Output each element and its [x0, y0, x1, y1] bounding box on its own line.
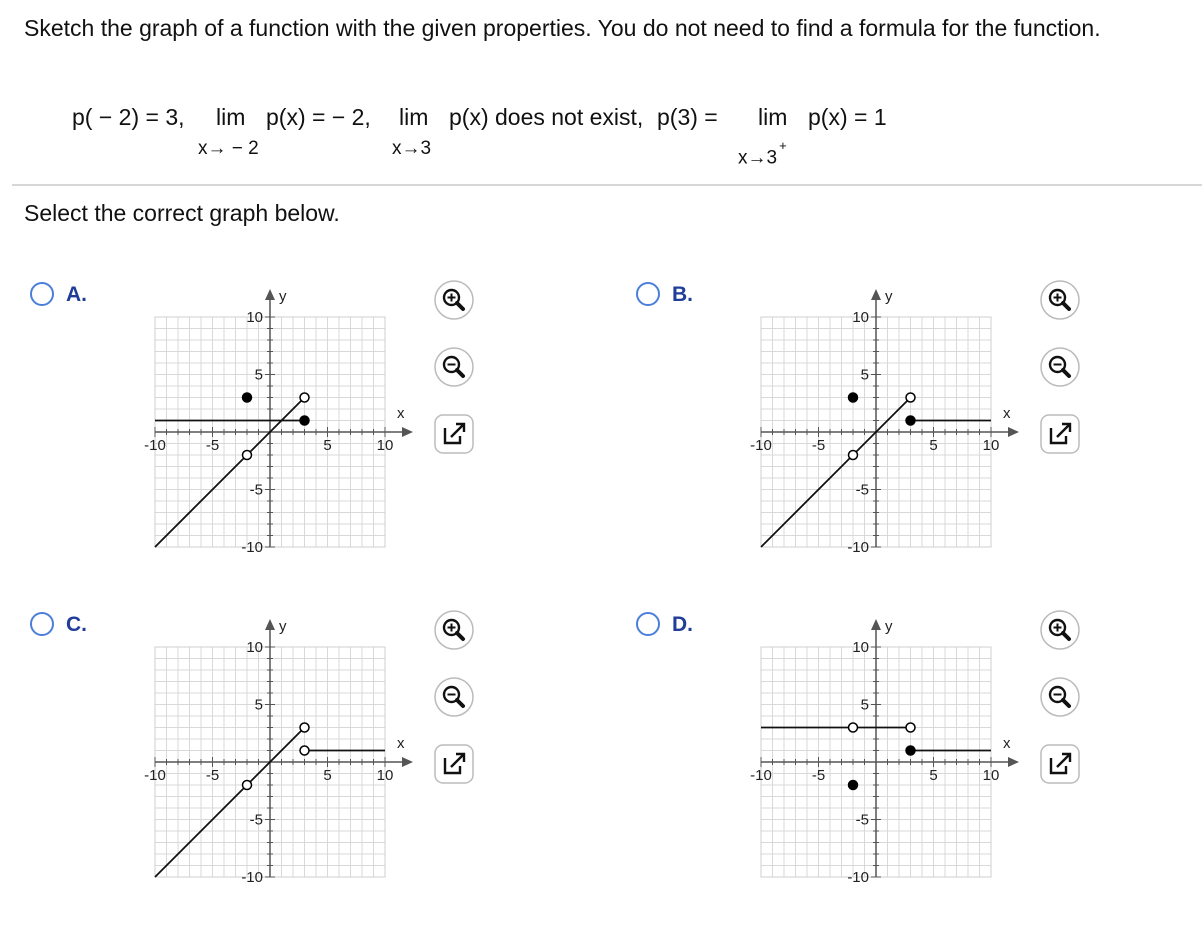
open-point: [849, 723, 858, 732]
x-axis-arrow: [1008, 757, 1019, 767]
y-tick-label: 10: [852, 639, 869, 656]
zoom-out-icon[interactable]: [1038, 345, 1082, 389]
x-tick-label: 5: [929, 437, 938, 454]
lim-label-2: lim: [399, 104, 429, 130]
x-axis-label: x: [1003, 405, 1011, 422]
option-c-letter: C.: [66, 613, 87, 636]
condition-2: p(x) = − 2,: [266, 104, 371, 130]
condition-3: p(x) does not exist,: [449, 104, 644, 130]
y-tick-label: 10: [246, 639, 263, 656]
y-axis-label: y: [279, 288, 287, 305]
x-tick-label: -5: [205, 437, 220, 454]
open-window-icon[interactable]: [432, 412, 476, 456]
closed-point: [849, 393, 858, 402]
x-tick-label: -10: [750, 767, 772, 784]
y-tick-label: -5: [855, 481, 869, 499]
condition-1: p( − 2) = 3,: [72, 104, 185, 130]
y-axis-label: y: [279, 618, 287, 635]
x-axis-arrow: [402, 757, 413, 767]
y-axis-label: y: [885, 288, 893, 305]
radio-option-b[interactable]: [636, 282, 660, 306]
x-tick-label: -5: [811, 767, 826, 784]
x-tick-label: 5: [323, 767, 332, 784]
closed-point: [243, 393, 252, 402]
open-window-icon[interactable]: [1038, 412, 1082, 456]
graph-segment: [155, 728, 305, 878]
limit-sub-3-text: x→3: [738, 147, 778, 169]
zoom-in-icon[interactable]: [432, 608, 476, 652]
open-window-icon[interactable]: [432, 742, 476, 786]
limit-sub-1: x→ − 2: [198, 138, 259, 159]
y-tick-label: -10: [241, 869, 263, 886]
select-instruction: Select the correct graph below.: [24, 200, 340, 226]
x-tick-label: 10: [982, 437, 1000, 454]
zoom-out-icon[interactable]: [432, 345, 476, 389]
graph-option-c: [135, 615, 425, 895]
option-a-letter: A.: [66, 283, 87, 306]
condition-4: p(3) =: [657, 104, 718, 130]
open-point: [849, 451, 858, 460]
zoom-out-icon[interactable]: [432, 675, 476, 719]
graph-segment: [761, 398, 911, 548]
x-tick-label: 5: [929, 767, 938, 784]
x-tick-label: 10: [982, 767, 1000, 784]
y-tick-label: -10: [241, 539, 263, 556]
graph-option-d: [741, 615, 1031, 895]
closed-point: [849, 781, 858, 790]
x-tick-label: 5: [323, 437, 332, 454]
open-point: [300, 393, 309, 402]
radio-option-d[interactable]: [636, 612, 660, 636]
y-axis-arrow: [265, 289, 275, 300]
x-tick-label: -10: [750, 437, 772, 454]
y-tick-label: -5: [855, 811, 869, 829]
condition-4-expr: p(x) = 1: [808, 104, 887, 130]
x-tick-label: 10: [376, 437, 394, 454]
y-axis-label: y: [885, 618, 893, 635]
y-tick-label: -5: [249, 811, 263, 829]
closed-point: [906, 746, 915, 755]
x-axis-label: x: [397, 405, 405, 422]
x-axis-label: x: [1003, 735, 1011, 752]
divider: [12, 184, 1202, 186]
open-point: [906, 393, 915, 402]
open-point: [300, 723, 309, 732]
y-tick-label: 5: [254, 366, 263, 384]
open-point: [300, 746, 309, 755]
y-tick-label: 5: [860, 366, 869, 384]
open-point: [243, 451, 252, 460]
question-prompt: Sketch the graph of a function with the given properties. You do not need to find a formula for the function.: [24, 15, 1101, 41]
x-axis-arrow: [402, 427, 413, 437]
y-tick-label: 10: [852, 309, 869, 326]
y-axis-arrow: [871, 619, 881, 630]
radio-option-a[interactable]: [30, 282, 54, 306]
x-tick-label: -10: [144, 767, 166, 784]
graph-option-b: [741, 285, 1031, 565]
limit-sub-2: x→3: [392, 138, 432, 159]
y-tick-label: -10: [847, 539, 869, 556]
x-tick-label: -5: [811, 437, 826, 454]
open-window-icon[interactable]: [1038, 742, 1082, 786]
lim-label-3: lim: [758, 104, 788, 130]
limit-sup-plus: +: [779, 138, 787, 153]
lim-label-1: lim: [216, 104, 246, 130]
y-axis-arrow: [265, 619, 275, 630]
limit-sub-3: [738, 138, 787, 169]
option-d-letter: D.: [672, 613, 693, 636]
zoom-in-icon[interactable]: [1038, 278, 1082, 322]
x-axis-label: x: [397, 735, 405, 752]
open-point: [243, 781, 252, 790]
conditions: [72, 104, 972, 174]
x-axis-arrow: [1008, 427, 1019, 437]
y-tick-label: 10: [246, 309, 263, 326]
y-tick-label: -10: [847, 869, 869, 886]
zoom-in-icon[interactable]: [432, 278, 476, 322]
x-tick-label: -5: [205, 767, 220, 784]
x-tick-label: -10: [144, 437, 166, 454]
closed-point: [300, 416, 309, 425]
graph-option-a: [135, 285, 425, 565]
y-tick-label: 5: [254, 696, 263, 714]
y-tick-label: 5: [860, 696, 869, 714]
radio-option-c[interactable]: [30, 612, 54, 636]
zoom-in-icon[interactable]: [1038, 608, 1082, 652]
y-tick-label: -5: [249, 481, 263, 499]
zoom-out-icon[interactable]: [1038, 675, 1082, 719]
closed-point: [906, 416, 915, 425]
x-tick-label: 10: [376, 767, 394, 784]
open-point: [906, 723, 915, 732]
option-b-letter: B.: [672, 283, 693, 306]
y-axis-arrow: [871, 289, 881, 300]
axes: [761, 619, 1019, 877]
